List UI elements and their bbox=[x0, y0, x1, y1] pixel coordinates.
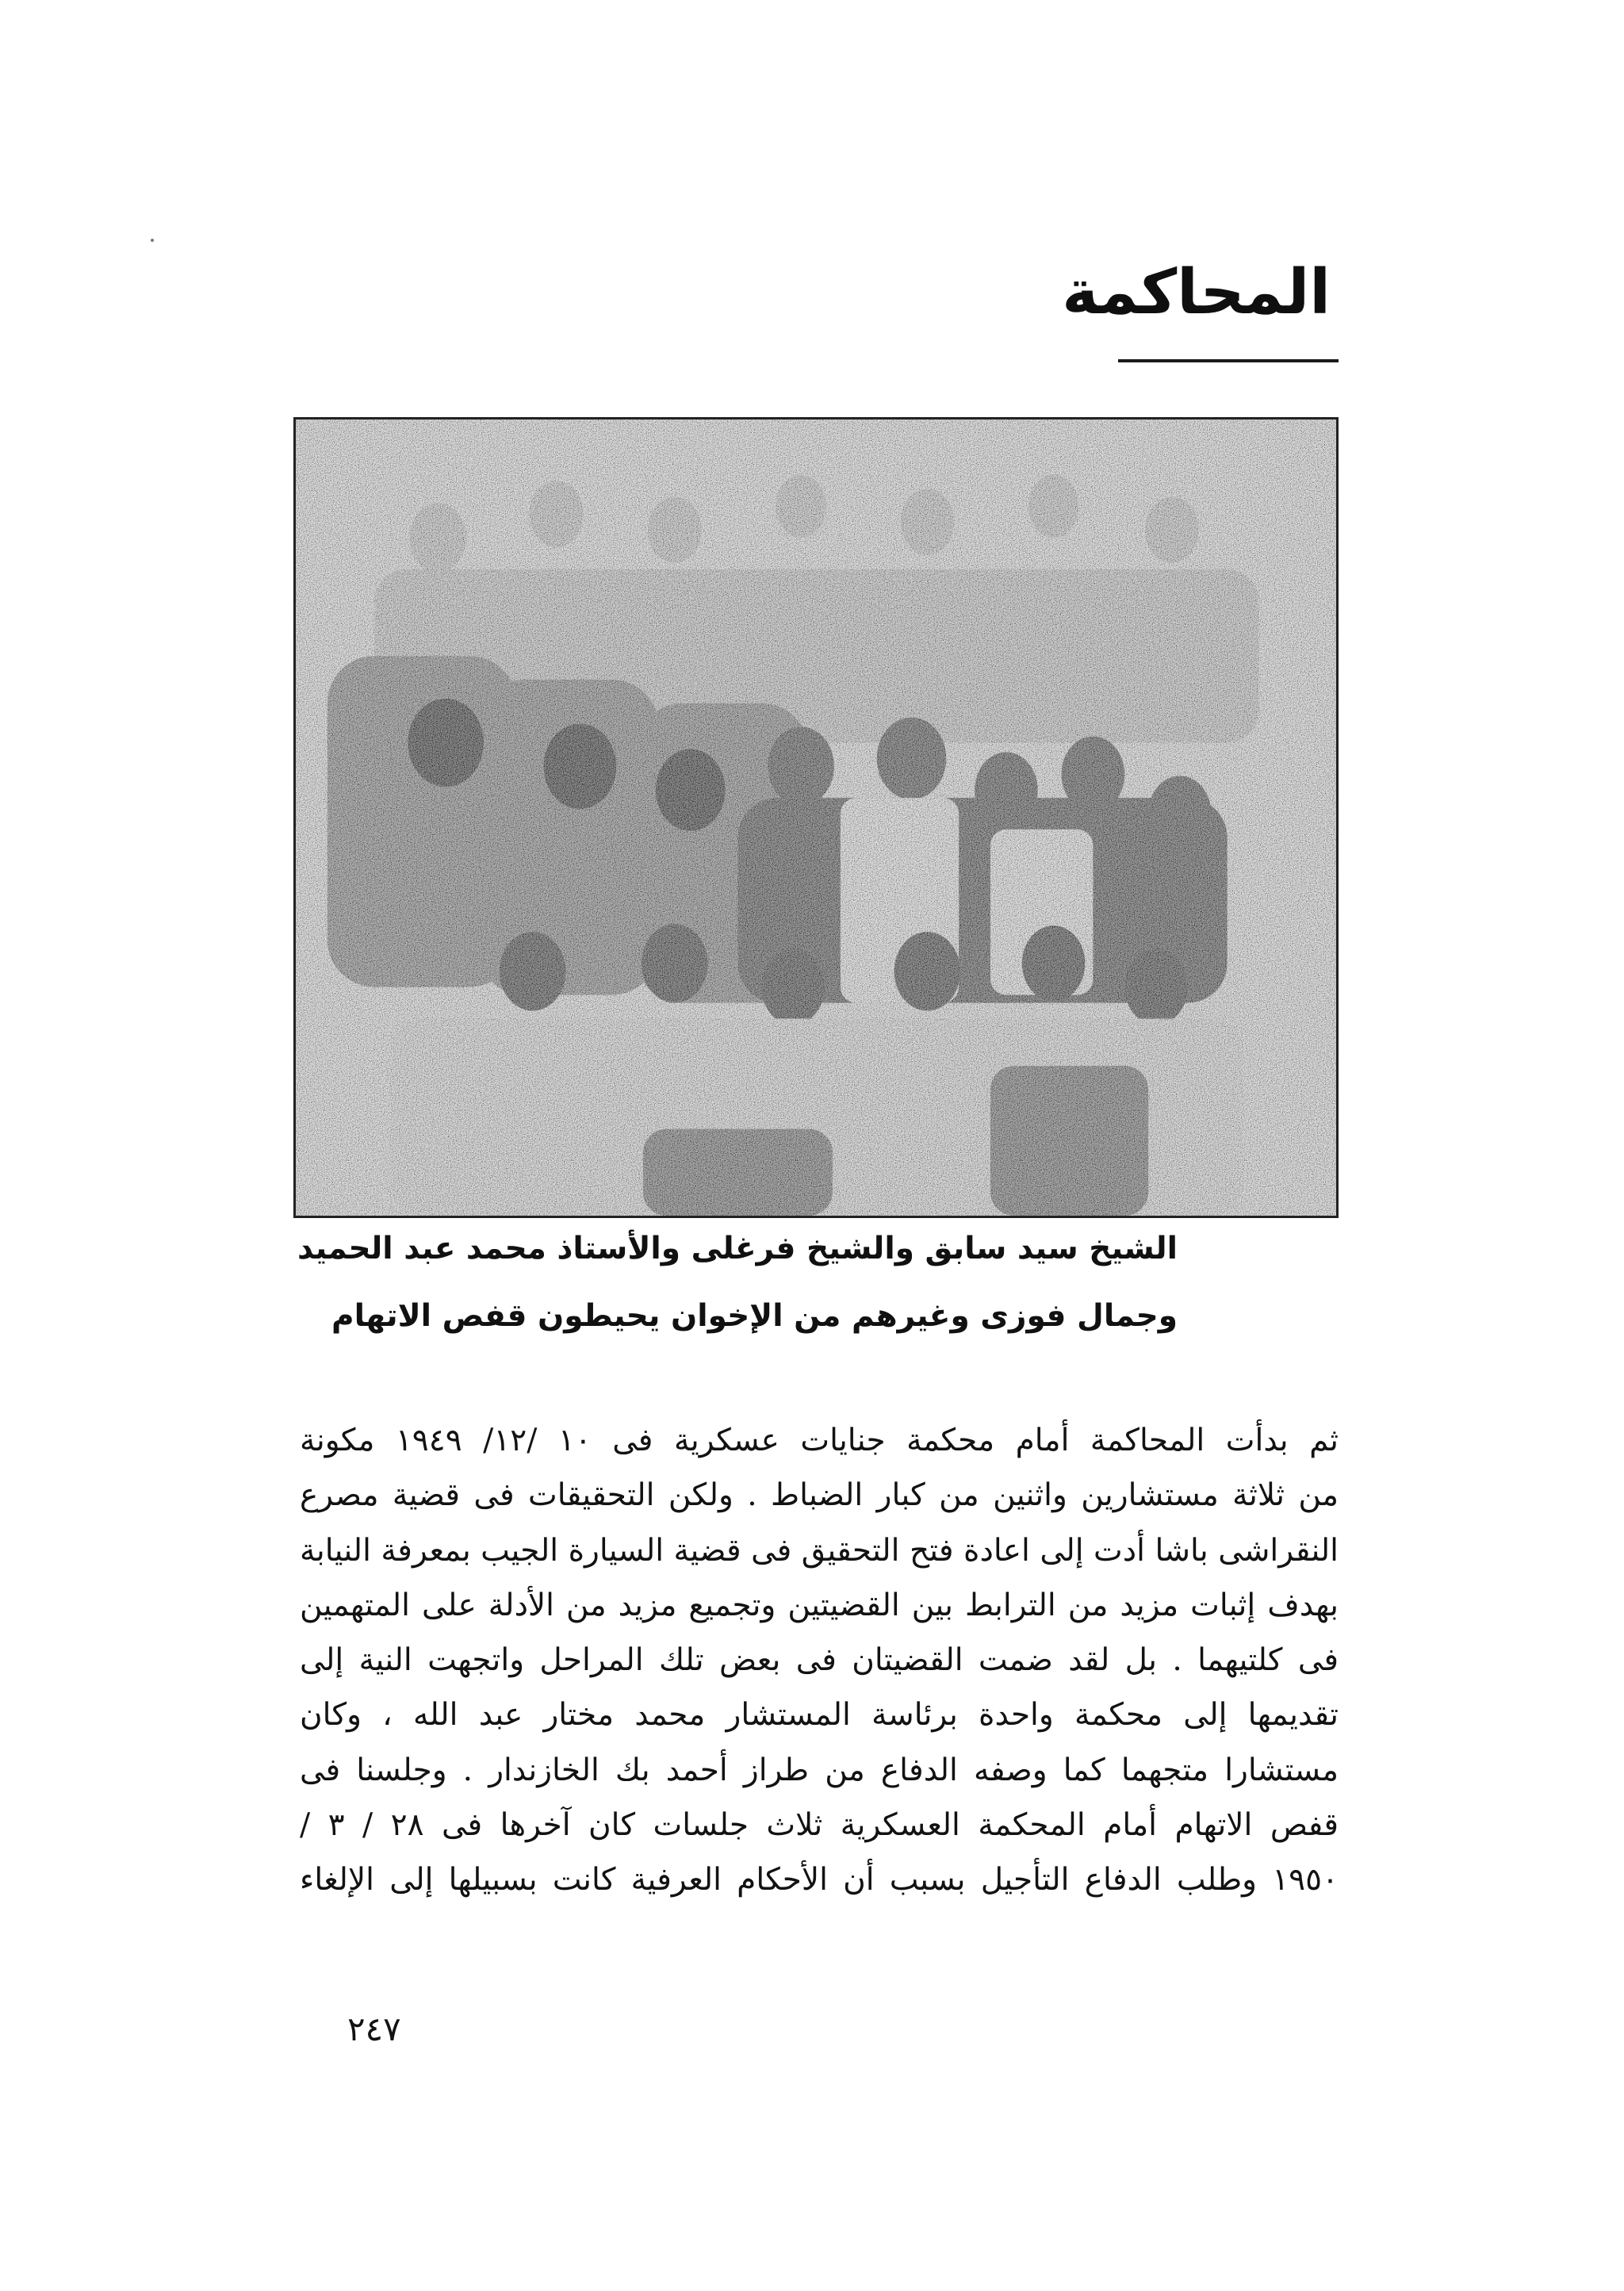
body-line: النقراشى باشا أدت إلى اعادة فتح التحقيق فى قضية السيارة الجيب بمعرفة النيابة bbox=[300, 1532, 1339, 1569]
body-line: مستشارا متجهما كما وصفه الدفاع من طراز أحمد بك الخازندار . وجلسنا فى bbox=[300, 1752, 1339, 1788]
body-paragraph bbox=[300, 1413, 1339, 1908]
photo-caption-line-1: الشيخ سيد سابق والشيخ فرغلى والأستاذ محمد عبد الحميد bbox=[297, 1231, 1178, 1266]
body-line: تقديمها إلى محكمة واحدة برئاسة المستشار محمد مختار عبد الله ، وكان bbox=[300, 1697, 1339, 1734]
photo-caption-line-2: وجمال فوزى وغيرهم من الإخوان يحيطون قفص الاتهام bbox=[331, 1298, 1178, 1334]
scan-speck bbox=[151, 239, 154, 242]
group-photo-image bbox=[296, 420, 1336, 1216]
section-title: المحاكمة bbox=[1062, 257, 1331, 328]
group-photo bbox=[293, 417, 1339, 1218]
body-line: من ثلاثة مستشارين واثنين من كبار الضباط . ولكن التحقيقات فى قضية مصرع bbox=[300, 1477, 1339, 1514]
body-line: ١٩٥٠ وطلب الدفاع التأجيل بسبب أن الأحكام العرفية كانت بسبيلها إلى الإلغاء bbox=[300, 1862, 1339, 1898]
body-line: بهدف إثبات مزيد من الترابط بين القضيتين وتجميع مزيد من الأدلة على المتهمين bbox=[300, 1587, 1339, 1623]
title-underline bbox=[1118, 359, 1339, 362]
page-number: ٢٤٧ bbox=[347, 2009, 401, 2048]
body-line: قفص الاتهام أمام المحكمة العسكرية ثلاث جلسات كان آخرها فى ٢٨ / ٣ / bbox=[300, 1807, 1339, 1844]
body-line: فى كلتيهما . بل لقد ضمت القضيتان فى بعض تلك المراحل واتجهت النية إلى bbox=[300, 1642, 1339, 1679]
body-line: ثم بدأت المحاكمة أمام محكمة جنايات عسكرية فى ١٠ /١٢/ ١٩٤٩ مكونة bbox=[300, 1423, 1339, 1458]
